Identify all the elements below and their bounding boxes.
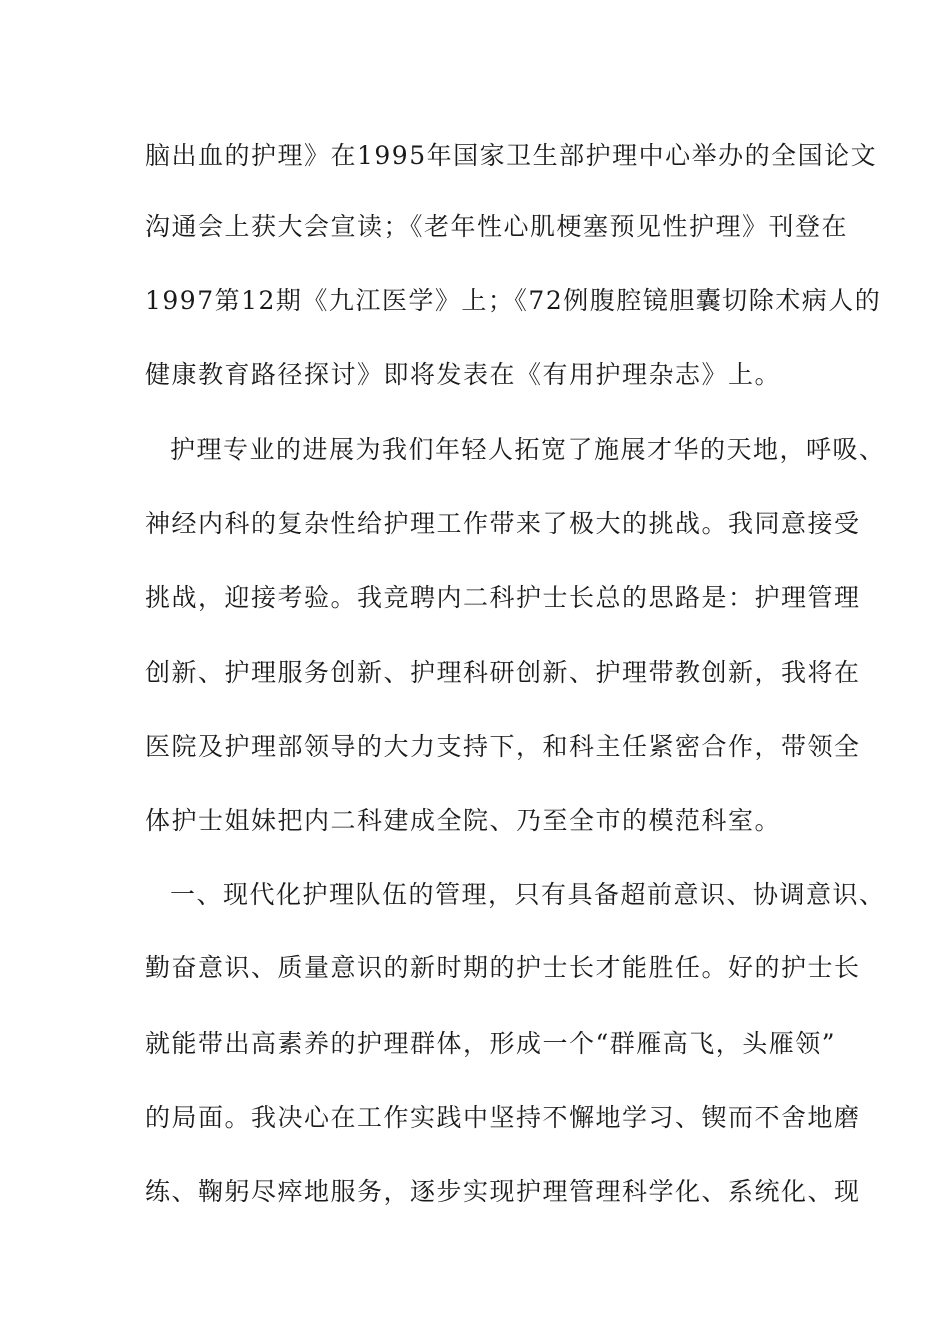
text-line: 医院及护理部领导的大力支持下，和科主任紧密合作，带领全	[145, 732, 861, 761]
paragraph-first-line: 护理专业的进展为我们年轻人拓宽了施展才华的天地，呼吸、	[170, 435, 886, 464]
text-line: 练、鞠躬尽瘁地服务，逐步实现护理管理科学化、系统化、现	[145, 1177, 861, 1206]
text-line: 挑战，迎接考验。我竞聘内二科护士长总的思路是：护理管理	[145, 583, 861, 612]
text-line: 体护士姐妹把内二科建成全院、乃至全市的模范科室。	[145, 806, 782, 835]
text-line: 脑出血的护理》在1995年国家卫生部护理中心举办的全国论文	[145, 141, 878, 170]
text-line: 1997第12期《九江医学》上；《72例腹腔镜胆囊切除术病人的	[145, 286, 882, 315]
text-line: 沟通会上获大会宣读；《老年性心肌梗塞预见性护理》刊登在	[145, 212, 849, 241]
text-line: 勤奋意识、质量意识的新时期的护士长才能胜任。好的护士长	[145, 953, 861, 982]
text-line: 神经内科的复杂性给护理工作带来了极大的挑战。我同意接受	[145, 509, 861, 538]
text-line: 的局面。我决心在工作实践中坚持不懈地学习、锲而不舍地磨	[145, 1103, 861, 1132]
text-line: 健康教育路径探讨》即将发表在《有用护理杂志》上。	[145, 360, 782, 389]
paragraph-first-line: 一、现代化护理队伍的管理，只有具备超前意识、协调意识、	[170, 880, 886, 909]
text-line: 就能带出高素养的护理群体，形成一个“群雁高飞，头雁领”	[145, 1029, 837, 1058]
text-line: 创新、护理服务创新、护理科研创新、护理带教创新，我将在	[145, 658, 861, 687]
